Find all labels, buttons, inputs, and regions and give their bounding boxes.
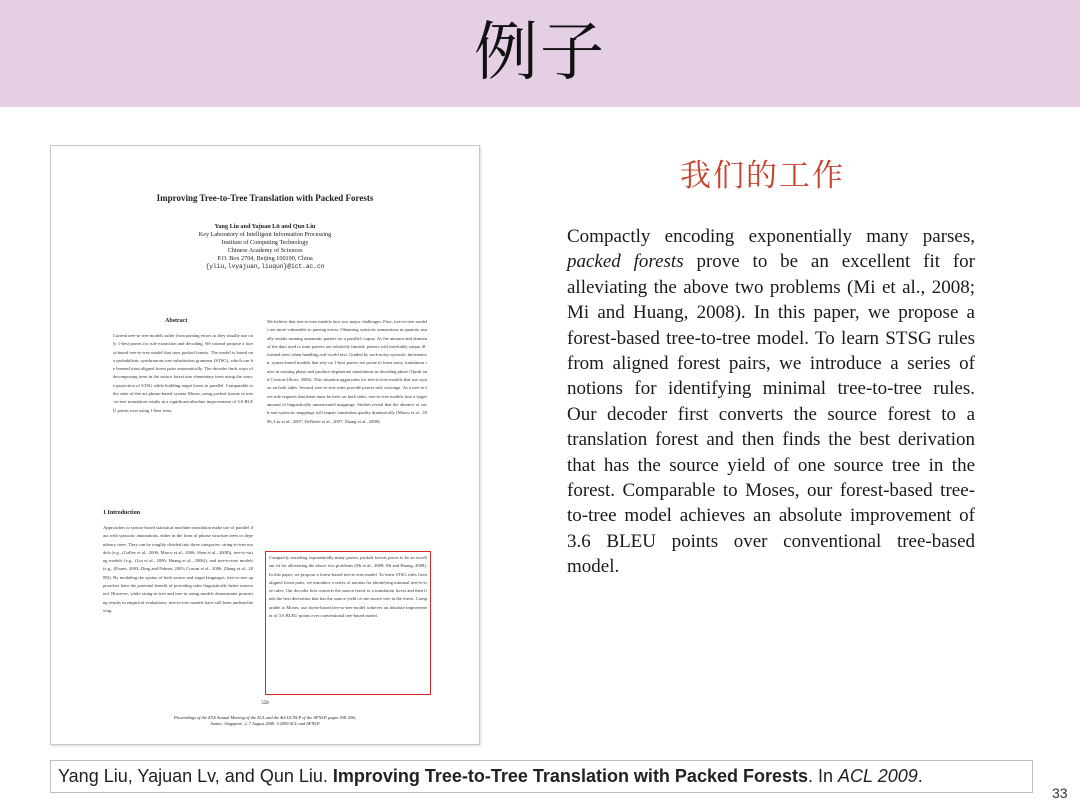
paper-title: Improving Tree-to-Tree Translation with Packed Forests <box>156 193 374 203</box>
excerpt-text-2: prove to be an excellent fit for alleviating the above two problems (Mi et al., 2008; Mi and Huang, 2008). In this paper, we propose a forest-based tree-to-tree model. To learn STSG rules from aligned forest pairs, we introduce a series of notions for identifying minimal tree-to-tree rules. Our decoder first converts the source forest to a translation forest and then finds the best derivation that has the source yield of one source tree in the forest. Comparable to Moses, our forest-based tree-to-tree model achieves an absolute improvement of 3.6 BLEU points over conventional tree-based model. <box>567 251 975 578</box>
citation-authors: Yang Liu, Yajuan Lv, and Qun Liu. <box>58 766 333 786</box>
paper-page-number: 558 <box>261 701 269 706</box>
excerpt-paragraph <box>567 224 975 580</box>
highlight-box <box>265 551 431 695</box>
citation-in: . In <box>808 766 839 786</box>
section-title: 我们的工作 <box>680 158 845 194</box>
paper-affiliation-3: Chinese Academy of Sciences <box>227 247 303 254</box>
paper-affiliation-1: Key Laboratory of Intelligent Information Processing <box>198 231 332 238</box>
abstract-text: Current tree-to-tree models suffer from parsing errors as they usually use only 1-best parses for rule extraction and decoding. We instead propose a forest-based tree-to-tree model that uses packed forests. The model is based on a probabilistic synchronous tree substitution grammar (STSG), which can be learned from aligned forest pairs automatically. The decoder finds ways of decomposing trees in the source forest into elementary trees using the source projection of STSG while building target forest in parallel. Comparable to the state-of-the-art phrase-based system Moses, using packed forests in tree-to-tree translation results in a significant absolute improvement of 3.6 BLEU points over using 1-best trees. <box>113 333 253 413</box>
paper-affiliation-2: Institute of Computing Technology <box>221 239 309 246</box>
slide-number: 33 <box>1052 785 1068 801</box>
excerpt-text-1: Compactly encoding exponentially many parses, <box>567 226 975 247</box>
right-column-text: We believe that tree-to-tree models face two major challenges. First, tree-to-tree models are more vulnerable to parsing errors. Obtaining syntactic annotations in quantity usually entails running automatic parsers on a parallel corpus. As the amount and domain of the data used to train parsers are relatively limited, parsers will inevitably output ill-formed trees when handling real-world text. Guided by such noisy syntactic information, syntax-based models that rely on 1-best parses are prone to learn noisy translation rules in training phase and produce degenerate translations in decoding phase (Quirk and Corston-Oliver, 2006). This situation aggravates for tree-to-tree models that use syntax on both sides. Second, tree-to-tree rules provide poorer rule coverage. As a tree-to-tree rule requires that there must be trees on both sides, tree-to-tree models lose a larger amount of linguistically unmotivated mappings. Studies reveal that the absence of such non-syntactic mappings will impair translation quality dramatically (Marcu et al., 2006; Liu et al., 2007; DeNeefe et al., 2007; Zhang et al., 2008). <box>267 319 427 424</box>
excerpt-italic-term: packed forests <box>567 251 684 273</box>
intro-text: Approaches to syntax-based statistical machine translation make use of parallel data with syntactic annotations, either in the form of phrase structure trees or dependency trees. They can be roughly divided into three categories: string-to-tree models (e.g., (Galley et al., 2006; Marcu et al., 2006; Shen et al., 2008)), tree-to-string models (e.g., (Liu et al., 2006; Huang et al., 2006)), and tree-to-tree models (e.g., (Eisner, 2003; Ding and Palmer, 2005; Cowan et al., 2006; Zhang et al., 2008)). By modeling the syntax of both source and target languages, tree-to-tree approaches have the potential benefit of providing rules linguistically better motivated. However, while string-to-tree and tree-to-string models demonstrate promising results in empirical evaluations, tree-to-tree models have still been underachieving. <box>103 525 253 613</box>
slide-title: 例子 <box>474 16 606 90</box>
paper-footer-line-2: Suntec, Singapore, 2–7 August 2009. ©2009 ACL and AFNLP <box>210 721 320 726</box>
citation-title: Improving Tree-to-Tree Translation with Packed Forests <box>332 766 808 786</box>
intro-heading: 1 Introduction <box>103 510 141 516</box>
paper-authors: Yang Liu and Yajuan Lü and Qun Liu <box>214 223 316 230</box>
paper-footer-line-1: Proceedings of the 47th Annual Meeting of the ACL and the 4th IJCNLP of the AFNLP, pages 558–566, <box>174 715 356 720</box>
paper-emails: {yliu,lvyajuan,liuqun}@ict.ac.cn <box>205 263 325 270</box>
paper-footer <box>111 715 419 727</box>
abstract-heading: Abstract <box>165 318 188 324</box>
paper-page-image <box>50 145 480 745</box>
citation-venue: ACL 2009 <box>838 766 918 786</box>
paper-affiliation-4: P.O. Box 2704, Beijing 100190, China <box>217 255 313 262</box>
paper-authors-block <box>51 223 479 271</box>
highlighted-paragraph: Compactly encoding exponentially many parses, packed forests prove to be an excellent fit for alleviating the above two problems (Mi et al., 2008; Mi and Huang, 2008). In this paper, we propose a forest-based tree-to-tree model. To learn STSG rules from aligned forest pairs, we introduce a series of notions for identifying minimal tree-to-tree rules. Our decoder first converts the source forest to a translation forest and then finds the best derivation that has the source yield of one source tree in the forest. Comparable to Moses, our forest-based tree-to-tree model achieves an absolute improvement of 3.6 BLEU points over conventional tree-based model. <box>269 555 427 619</box>
citation-end: . <box>917 766 923 786</box>
citation-bar <box>50 760 1033 793</box>
